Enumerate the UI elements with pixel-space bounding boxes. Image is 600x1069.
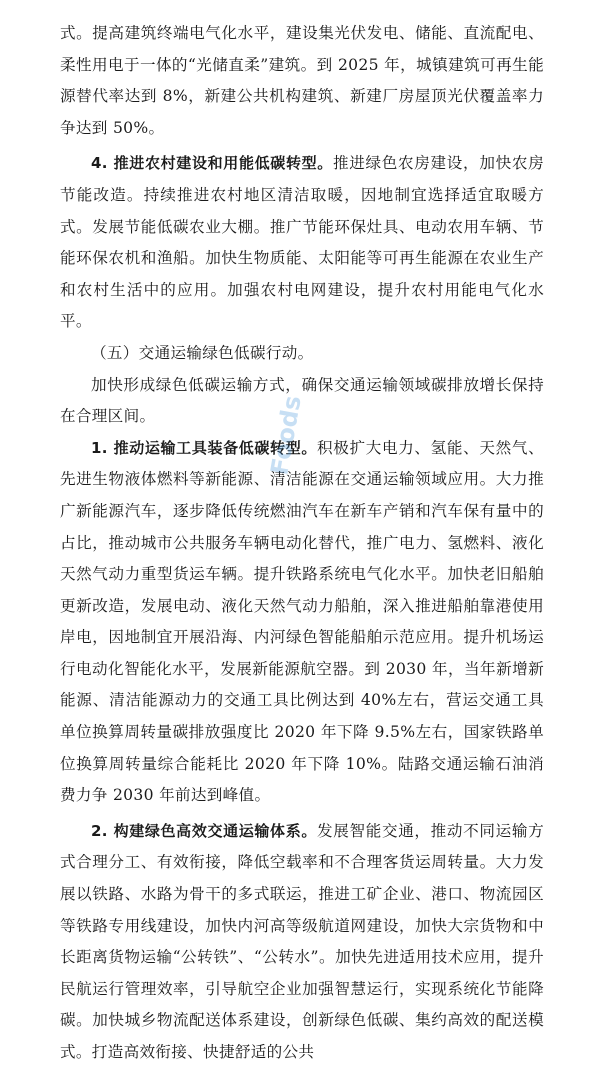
item-body-rural: 推进绿色农房建设，加快农房节能改造。持续推进农村地区清洁取暖，因地制宜选择适宜取暖方式。发展节能低碳农业大棚。推广节能环保灶具、电动农用车辆、节能环保农机和渔船。加快生物质能、太阳能等可再生能源在农业生产和农村生活中的应用。加强农村电网建设，提升农村用能电气化水平。 [60,154,544,331]
item-heading-vehicles: 1. 推动运输工具装备低碳转型。 [91,438,317,457]
paragraph-vehicle-transition [60,433,544,812]
paragraph-transport-system [60,816,544,1069]
paragraph-rural-low-carbon [60,148,544,338]
paragraph-transport-intro: 加快形成绿色低碳运输方式，确保交通运输领域碳排放增长保持在合理区间。 [60,375,544,426]
item-body-vehicles: 积极扩大电力、氢能、天然气、先进生物液体燃料等新能源、清洁能源在交通运输领域应用。大力推广新能源汽车，逐步降低传统燃油汽车在新车产销和汽车保有量中的占比，推动城市公共服务车辆电动化替代，推广电力、氢燃料、液化天然气动力重型货运车辆。提升铁路系统电气化水平。加快老旧船舶更新改造，发展电动、液化天然气动力船舶，深入推进船舶靠港使用岸电，因地制宜开展沿海、内河绿色智能船舶示范应用。提升机场运行电动化智能化水平，发展新能源航空器。到 2030 年，当年新增新能源、清洁能源动力的交通工具比例达到 40%左右，营运交通工具单位换算周转量碳排放强度比 2020 年下降 9.5%左右，国家铁路单位换算周转量综合能耗比 2020 年下降 10%。陆路交通运输石油消费力争 2030 年前达到峰值。 [60,438,544,805]
item-heading-rural: 4. 推进农村建设和用能低碳转型。 [91,154,333,173]
paragraph-building-electrification: 式。提高建筑终端电气化水平，建设集光伏发电、储能、直流配电、柔性用电于一体的“光储直柔”建筑。到 2025 年，城镇建筑可再生能源替代率达到 8%，新建公共机构建筑、新建厂房屋顶光伏覆盖率力争达到 50%。 [60,24,544,137]
svg-text:Foods: Foods [265,393,307,478]
item-body-system: 发展智能交通，推动不同运输方式合理分工、有效衔接，降低空载率和不合理客货运周转量。大力发展以铁路、水路为骨干的多式联运，推进工矿企业、港口、物流园区等铁路专用线建设，加快内河高等级航道网建设，加快大宗货物和中长距离货物运输“公转铁”、“公转水”。加快先进适用技术应用，提升民航运行管理效率，引导航空企业加强智慧运行，实现系统化节能降碳。加快城乡物流配送体系建设，创新绿色低碳、集约高效的配送模式。打造高效衔接、快捷舒适的公共 [60,821,544,1061]
item-heading-system: 2. 构建绿色高效交通运输体系。 [91,821,317,840]
document-page [60,18,544,1069]
section-heading-transport: （五）交通运输绿色低碳行动。 [91,343,314,362]
